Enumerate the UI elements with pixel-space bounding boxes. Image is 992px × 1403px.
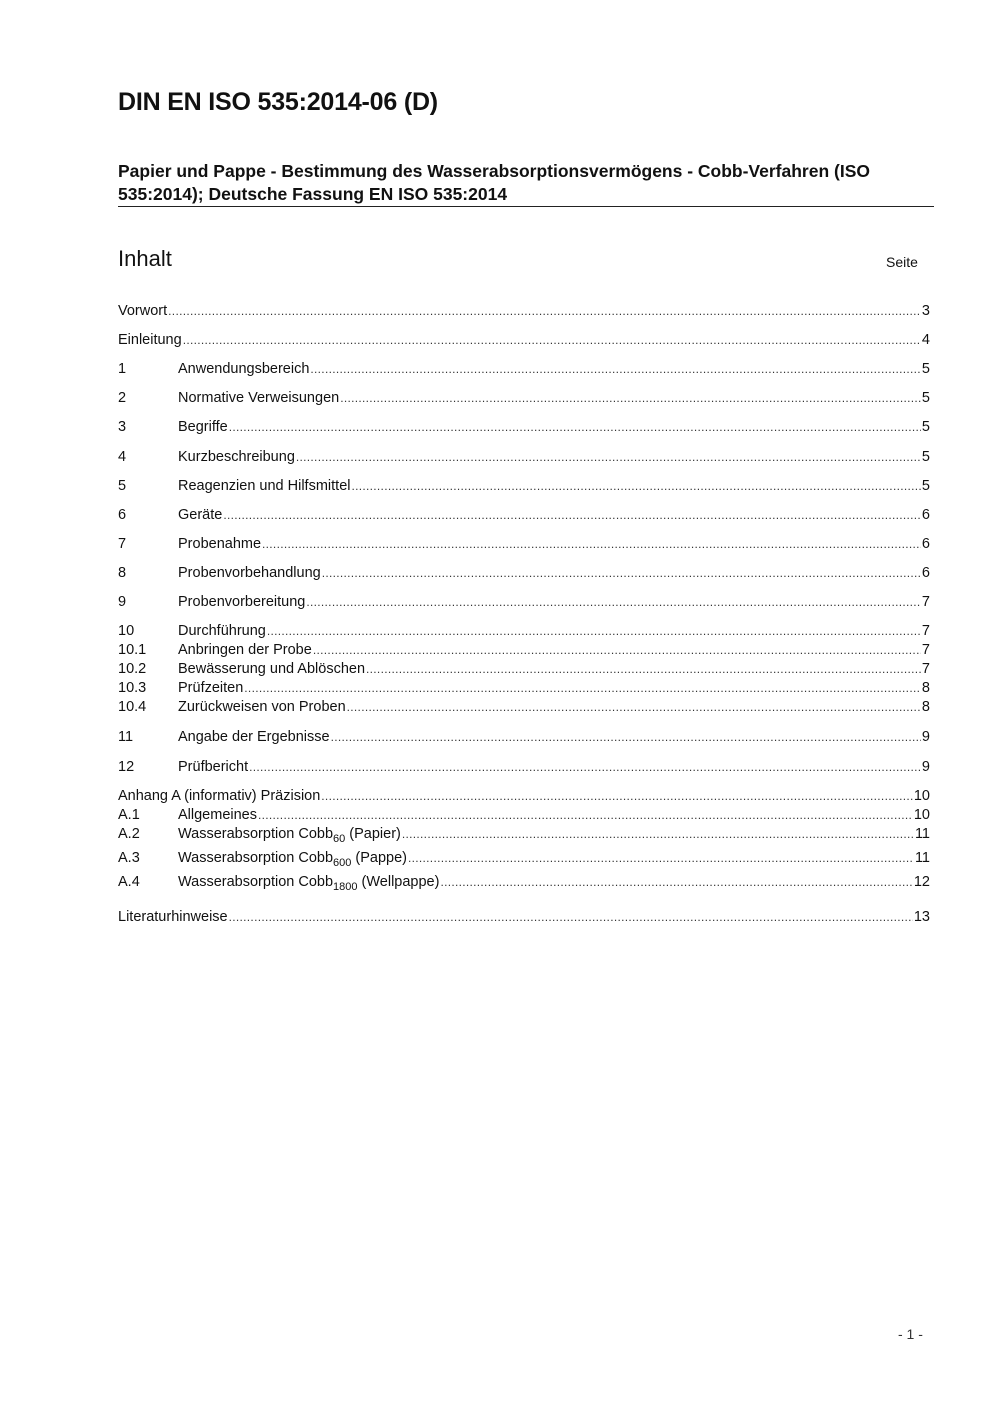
toc-entry-title: Anwendungsbereich: [178, 361, 310, 377]
toc-entry-title: Begriffe: [178, 419, 228, 435]
toc-entry-title: Normative Verweisungen: [178, 390, 340, 406]
toc-entry-10-1[interactable]: [118, 641, 930, 659]
dot-leader: [244, 679, 921, 697]
toc-entry-page: 5: [921, 419, 930, 435]
toc-entry-number: 11: [118, 729, 134, 745]
toc-entry-page: 6: [921, 536, 930, 552]
toc-entry-number: 5: [118, 478, 127, 494]
toc-entry-title: Anbringen der Probe: [178, 642, 312, 658]
toc-entry-number: A.3: [118, 850, 140, 866]
toc-entry-page: 5: [921, 449, 930, 465]
toc-entry-10[interactable]: [118, 622, 930, 640]
toc-entry-number: 6: [118, 507, 127, 523]
toc-entry-title: Angabe der Ergebnisse: [178, 729, 330, 745]
toc-entry-title: Einleitung: [118, 332, 182, 348]
cobb-subscript: 600: [333, 857, 352, 869]
page-column-label: Seite: [886, 254, 918, 270]
toc-entry-literaturhinweise[interactable]: [118, 908, 930, 926]
toc-entry-page: 5: [921, 478, 930, 494]
toc-entry-page: 6: [921, 507, 930, 523]
toc-entry-number: 4: [118, 449, 127, 465]
toc-entry-number: 12: [118, 759, 135, 775]
toc-entry-number: 7: [118, 536, 127, 552]
toc-entry-number: 10.1: [118, 642, 147, 658]
dot-leader: [168, 302, 921, 320]
toc-entry-vorwort[interactable]: [118, 302, 930, 320]
toc-entry-number: 10: [118, 623, 135, 639]
toc-entry-title-wrapper: [178, 873, 439, 891]
toc-entry-title: Prüfbericht: [178, 759, 249, 775]
toc-entry-title: Kurzbeschreibung: [178, 449, 295, 465]
toc-entry-7[interactable]: [118, 535, 930, 553]
toc-entry-number: 1: [118, 361, 127, 377]
toc-heading: Inhalt: [118, 246, 172, 271]
toc-entry-title: Allgemeines: [178, 807, 257, 823]
toc-entry-title: Prüfzeiten: [178, 680, 244, 696]
document-title: DIN EN ISO 535:2014-06 (D): [118, 88, 438, 116]
toc-entry-page: 10: [913, 807, 930, 823]
dot-leader: [267, 622, 921, 640]
toc-entry-number: A.1: [118, 807, 140, 823]
dot-leader: [322, 564, 921, 582]
toc-entry-page: 8: [921, 680, 930, 696]
toc-entry-title: Probenvorbereitung: [178, 594, 306, 610]
dot-leader: [183, 331, 921, 349]
toc-entry-9[interactable]: [118, 593, 930, 611]
dot-leader: [262, 535, 921, 553]
toc-entry-a-4[interactable]: [118, 873, 930, 891]
toc-entry-number: 2: [118, 390, 127, 406]
toc-entry-number: A.2: [118, 826, 140, 842]
toc-entry-title-wrapper: [178, 825, 401, 843]
toc-entry-page: 10: [913, 788, 930, 804]
toc-entry-title: Durchführung: [178, 623, 266, 639]
toc-entry-page: 7: [921, 594, 930, 610]
toc-entry-6[interactable]: [118, 506, 930, 524]
toc-entry-title-wrapper: [178, 849, 407, 867]
toc-entry-8[interactable]: [118, 564, 930, 582]
dot-leader: [402, 825, 914, 843]
toc-entry-a-3[interactable]: [118, 849, 930, 867]
toc-entry-a-2[interactable]: [118, 825, 930, 843]
toc-entry-1[interactable]: [118, 360, 930, 378]
toc-entry-title: Wasserabsorption Cobb: [178, 826, 334, 842]
dot-leader: [229, 908, 913, 926]
toc-entry-number: A.4: [118, 874, 140, 890]
toc-entry-number: 8: [118, 565, 127, 581]
toc-entry-number: 3: [118, 419, 127, 435]
dot-leader: [340, 389, 921, 407]
toc-entry-3[interactable]: [118, 418, 930, 436]
document-subtitle: Papier und Pappe - Bestimmung des Wasserabsorptionsvermögens - Cobb-Verfahren (ISO 535:2014); Deutsche Fassung EN ISO 535:2014: [118, 161, 871, 204]
toc-entry-4[interactable]: [118, 448, 930, 466]
toc-entry-title: Geräte: [178, 507, 223, 523]
toc-entry-title: Wasserabsorption Cobb: [178, 850, 334, 866]
cobb-subscript: 1800: [333, 881, 358, 893]
toc-entry-a-1[interactable]: [118, 806, 930, 824]
dot-leader: [313, 641, 921, 659]
toc-entry-page: 8: [921, 699, 930, 715]
dot-leader: [321, 787, 913, 805]
toc-entry-page: 12: [913, 874, 930, 890]
toc-entry-page: 11: [914, 826, 930, 842]
cobb-subscript: 60: [333, 833, 346, 845]
toc-entry-title: Literaturhinweise: [118, 909, 228, 925]
toc-entry-title: Zurückweisen von Proben: [178, 699, 346, 715]
toc-entry-page: 9: [921, 729, 930, 745]
toc-entry-page: 7: [921, 623, 930, 639]
toc-entry-page: 6: [921, 565, 930, 581]
dot-leader: [440, 873, 912, 891]
dot-leader: [258, 806, 913, 824]
dot-leader: [249, 758, 921, 776]
toc-entry-page: 7: [921, 661, 930, 677]
toc-entry-page: 9: [921, 759, 930, 775]
toc-entry-title: Anhang A (informativ) Präzision: [118, 788, 321, 804]
toc-entry-page: 7: [921, 642, 930, 658]
toc-entry-10-3[interactable]: [118, 679, 930, 697]
toc-entry-title: Vorwort: [118, 303, 168, 319]
toc-entry-title-suffix: (Pappe): [351, 850, 407, 866]
toc-entry-number: 9: [118, 594, 127, 610]
toc-entry-number: 10.2: [118, 661, 147, 677]
toc-entry-anhang-a[interactable]: [118, 787, 930, 805]
toc-entry-number: 10.3: [118, 680, 147, 696]
toc-entry-10-2[interactable]: [118, 660, 930, 678]
toc-entry-page: 11: [914, 850, 930, 866]
dot-leader: [408, 849, 914, 867]
toc-entry-page: 5: [921, 390, 930, 406]
toc-entry-title-suffix: (Wellpappe): [357, 874, 440, 890]
toc-entry-title: Bewässerung und Ablöschen: [178, 661, 366, 677]
toc-entry-title: Reagenzien und Hilfsmittel: [178, 478, 351, 494]
toc-entry-10-4[interactable]: [118, 698, 930, 716]
toc-entry-11[interactable]: [118, 728, 930, 746]
footer-page-number: - 1 -: [898, 1326, 923, 1342]
toc-entry-2[interactable]: [118, 389, 930, 407]
toc-entry-title: Wasserabsorption Cobb: [178, 874, 334, 890]
toc-entry-page: 13: [913, 909, 930, 925]
dot-leader: [310, 360, 921, 378]
toc-entry-page: 5: [921, 361, 930, 377]
toc-entry-title: Probenvorbehandlung: [178, 565, 321, 581]
toc-entry-page: 3: [921, 303, 930, 319]
toc-entry-number: 10.4: [118, 699, 147, 715]
toc-entry-12[interactable]: [118, 758, 930, 776]
toc-entry-page: 4: [921, 332, 930, 348]
toc-entry-title-suffix: (Papier): [345, 826, 401, 842]
toc-entry-5[interactable]: [118, 477, 930, 495]
dot-leader: [296, 448, 921, 466]
toc-entry-title: Probenahme: [178, 536, 262, 552]
dot-leader: [306, 593, 921, 611]
dot-leader: [366, 660, 921, 678]
dot-leader: [347, 698, 921, 716]
toc-entry-einleitung[interactable]: [118, 331, 930, 349]
dot-leader: [331, 728, 921, 746]
dot-leader: [351, 477, 920, 495]
dot-leader: [223, 506, 921, 524]
dot-leader: [229, 418, 921, 436]
